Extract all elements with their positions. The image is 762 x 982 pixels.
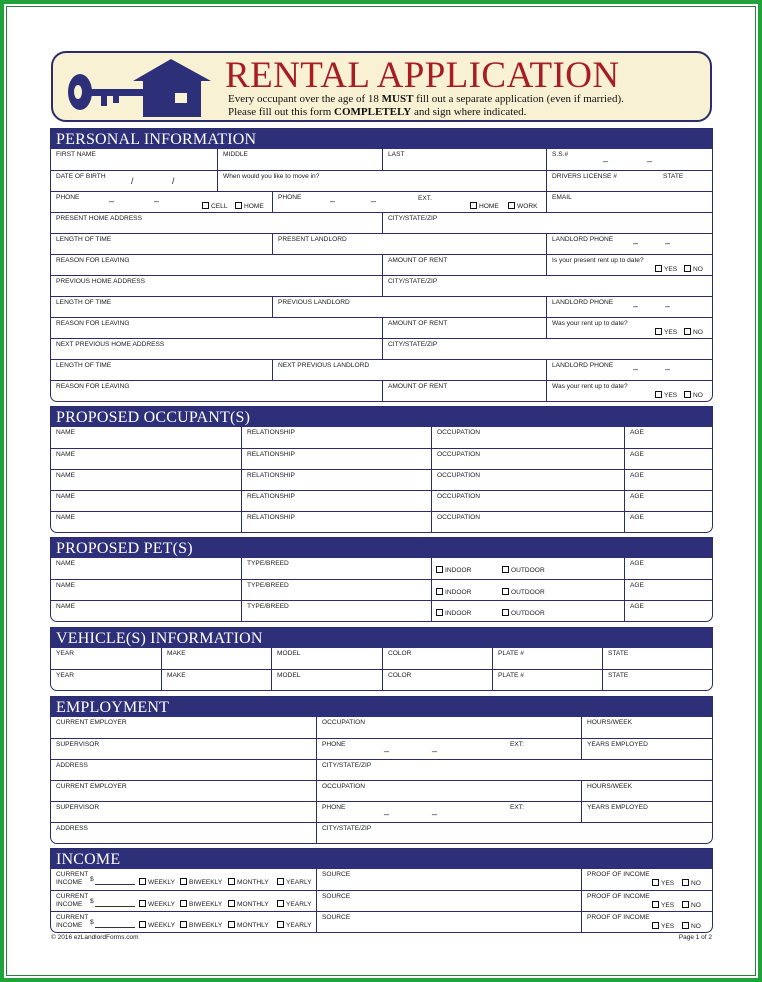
checkbox[interactable]	[139, 900, 146, 907]
occupant-relationship-field[interactable]: RELATIONSHIP	[241, 512, 431, 532]
pet-indoor-outdoor-field[interactable]: INDOOR OUTDOOR	[431, 601, 624, 621]
checkbox[interactable]	[682, 879, 689, 886]
current-employer-field[interactable]: CURRENT EMPLOYER	[56, 783, 127, 790]
occupation-field[interactable]: OCCUPATION	[316, 781, 581, 801]
checkbox[interactable]	[652, 879, 659, 886]
pet-type-breed-field[interactable]: TYPE/BREED	[241, 558, 431, 579]
occupant-occupation-field[interactable]: OCCUPATION	[431, 427, 624, 448]
employer-phone-field[interactable]: PHONE _ _ EXT:	[316, 739, 581, 759]
occupant-age-field[interactable]: AGE	[624, 470, 712, 490]
occupant-relationship-field[interactable]: RELATIONSHIP	[241, 470, 431, 490]
present-address-field[interactable]: PRESENT HOME ADDRESS	[56, 215, 142, 222]
occupant-name-field[interactable]: NAME	[56, 451, 76, 458]
years-employed-field[interactable]: YEARS EMPLOYED	[581, 739, 712, 759]
section-title: PROPOSED PET(S)	[51, 538, 712, 558]
previous-reason-field[interactable]: REASON FOR LEAVING	[56, 320, 130, 327]
proof-of-income-field[interactable]: PROOF OF INCOME YES NO	[581, 869, 712, 890]
phone-1-field[interactable]: PHONE – – CELL HOME	[56, 194, 264, 210]
income-source-field[interactable]: SOURCE	[316, 891, 581, 911]
present-city-state-zip-field[interactable]: CITY/STATE/ZIP	[382, 213, 712, 233]
date-of-birth-field[interactable]: DATE OF BIRTH / /	[56, 173, 175, 186]
section-title: EMPLOYMENT	[51, 697, 712, 717]
vehicle-model-field[interactable]: MODEL	[271, 648, 382, 669]
checkbox[interactable]	[502, 588, 509, 595]
pet-age-field[interactable]: AGE	[624, 601, 712, 621]
income-source-field[interactable]: SOURCE	[316, 869, 581, 890]
checkbox[interactable]	[277, 900, 284, 907]
last-name-field[interactable]: LAST	[382, 149, 546, 170]
present-rent-up-to-date-field[interactable]: Is your present rent up to date? YES NO	[546, 255, 712, 275]
occupant-occupation-field[interactable]: OCCUPATION	[431, 470, 624, 490]
vehicle-year-field[interactable]: YEAR	[56, 650, 74, 657]
form-header	[51, 51, 712, 122]
checkbox[interactable]	[684, 265, 691, 272]
occupant-name-field[interactable]: NAME	[56, 514, 76, 521]
ss-number-field[interactable]: S.S.# _ _	[546, 149, 712, 170]
occupant-occupation-field[interactable]: OCCUPATION	[431, 449, 624, 469]
checkbox[interactable]	[655, 265, 662, 272]
checkbox[interactable]	[228, 921, 235, 928]
present-length-of-time-field[interactable]: LENGTH OF TIME	[56, 236, 112, 243]
next-previous-city-state-zip-field[interactable]: CITY/STATE/ZIP	[382, 339, 712, 359]
occupant-occupation-field[interactable]: OCCUPATION	[431, 491, 624, 511]
previous-landlord-phone-field[interactable]: LANDLORD PHONE – –	[546, 297, 712, 317]
current-income-field[interactable]: CURRENT INCOME $ WEEKLY BIWEEKLY MONTHLY YEARLY	[56, 871, 312, 886]
previous-landlord-field[interactable]: PREVIOUS LANDLORD	[272, 297, 546, 317]
checkbox[interactable]	[277, 921, 284, 928]
checkbox[interactable]	[139, 921, 146, 928]
current-income-field[interactable]: CURRENT INCOME $ WEEKLY BIWEEKLY MONTHLY YEARLY	[56, 914, 312, 929]
move-in-date-field[interactable]: When would you like to move in?	[217, 171, 546, 191]
phone-2-field[interactable]: PHONE – – EXT. HOME WORK	[272, 192, 546, 212]
income-source-field[interactable]: SOURCE	[316, 912, 581, 932]
proof-of-income-field[interactable]: PROOF OF INCOME YES NO	[581, 891, 712, 911]
page-number: Page 1 of 2	[678, 934, 712, 941]
next-previous-landlord-phone-field[interactable]: LANDLORD PHONE – –	[546, 360, 712, 380]
checkbox[interactable]	[180, 900, 187, 907]
checkbox[interactable]	[228, 900, 235, 907]
previous-length-of-time-field[interactable]: LENGTH OF TIME	[56, 299, 112, 306]
proposed-occupants-section	[50, 406, 713, 533]
checkbox[interactable]	[139, 878, 146, 885]
checkbox[interactable]	[502, 566, 509, 573]
checkbox[interactable]	[502, 609, 509, 616]
present-landlord-field[interactable]: PRESENT LANDLORD	[272, 234, 546, 254]
occupant-name-field[interactable]: NAME	[56, 493, 76, 500]
checkbox[interactable]	[655, 391, 662, 398]
drivers-license-field[interactable]: DRIVERS LICENSE # STATE	[546, 171, 712, 191]
supervisor-field[interactable]: SUPERVISOR	[56, 804, 100, 811]
vehicle-make-field[interactable]: MAKE	[161, 648, 271, 669]
pet-name-field[interactable]: NAME	[56, 603, 76, 610]
occupant-relationship-field[interactable]: RELATIONSHIP	[241, 427, 431, 448]
vehicle-state-field[interactable]: STATE	[602, 648, 712, 669]
pet-age-field[interactable]: AGE	[624, 558, 712, 579]
pet-type-breed-field[interactable]: TYPE/BREED	[241, 580, 431, 600]
years-employed-field[interactable]: YEARS EMPLOYED	[581, 802, 712, 822]
checkbox[interactable]	[684, 328, 691, 335]
previous-city-state-zip-field[interactable]: CITY/STATE/ZIP	[382, 276, 712, 296]
vehicle-make-field[interactable]: MAKE	[161, 670, 271, 690]
previous-rent-up-to-date-field[interactable]: Was your rent up to date? YES NO	[546, 318, 712, 338]
next-previous-reason-field[interactable]: REASON FOR LEAVING	[56, 383, 130, 390]
checkbox[interactable]	[682, 922, 689, 929]
checkbox[interactable]	[470, 202, 477, 209]
employer-city-state-zip-field[interactable]: CITY/STATE/ZIP	[316, 760, 712, 780]
occupant-name-field[interactable]: NAME	[56, 472, 76, 479]
employment-section	[50, 696, 713, 844]
hours-week-field[interactable]: HOURS/WEEK	[581, 717, 712, 738]
hours-week-field[interactable]: HOURS/WEEK	[581, 781, 712, 801]
next-previous-rent-field[interactable]: AMOUNT OF RENT	[382, 381, 546, 401]
vehicles-section	[50, 627, 713, 691]
checkbox[interactable]	[180, 921, 187, 928]
vehicle-color-field[interactable]: COLOR	[382, 670, 492, 690]
pet-name-field[interactable]: NAME	[56, 582, 76, 589]
personal-information-section	[50, 128, 713, 402]
next-previous-rent-up-to-date-field[interactable]: Was your rent up to date? YES NO	[546, 381, 712, 401]
occupant-occupation-field[interactable]: OCCUPATION	[431, 512, 624, 532]
employer-address-field[interactable]: ADDRESS	[56, 762, 88, 769]
checkbox[interactable]	[436, 588, 443, 595]
checkbox[interactable]	[235, 202, 242, 209]
checkbox[interactable]	[436, 609, 443, 616]
pet-indoor-outdoor-field[interactable]: INDOOR OUTDOOR	[431, 558, 624, 579]
vehicle-year-field[interactable]: YEAR	[56, 672, 74, 679]
present-reason-field[interactable]: REASON FOR LEAVING	[56, 257, 130, 264]
income-section	[50, 848, 713, 933]
checkbox[interactable]	[684, 391, 691, 398]
employer-phone-field[interactable]: PHONE _ _ EXT:	[316, 802, 581, 822]
checkbox[interactable]	[652, 901, 659, 908]
vehicle-state-field[interactable]: STATE	[602, 670, 712, 690]
employer-address-field[interactable]: ADDRESS	[56, 825, 88, 832]
next-previous-landlord-field[interactable]: NEXT PREVIOUS LANDLORD	[272, 360, 546, 380]
occupation-field[interactable]: OCCUPATION	[316, 717, 581, 738]
current-employer-field[interactable]: CURRENT EMPLOYER	[56, 719, 127, 726]
pet-indoor-outdoor-field[interactable]: INDOOR OUTDOOR	[431, 580, 624, 600]
pet-age-field[interactable]: AGE	[624, 580, 712, 600]
occupant-age-field[interactable]: AGE	[624, 512, 712, 532]
checkbox[interactable]	[277, 878, 284, 885]
checkbox[interactable]	[228, 878, 235, 885]
middle-name-field[interactable]: MIDDLE	[217, 149, 382, 170]
vehicle-plate-field[interactable]: PLATE #	[492, 670, 602, 690]
employer-city-state-zip-field[interactable]: CITY/STATE/ZIP	[316, 823, 712, 843]
pet-type-breed-field[interactable]: TYPE/BREED	[241, 601, 431, 621]
section-title: PROPOSED OCCUPANT(S)	[51, 407, 712, 427]
proposed-pets-section	[50, 537, 713, 622]
occupant-age-field[interactable]: AGE	[624, 427, 712, 448]
pet-name-field[interactable]: NAME	[56, 560, 76, 567]
checkbox[interactable]	[508, 202, 515, 209]
copyright-footer: © 2016 ezLandlordForms.com	[51, 934, 139, 941]
proof-of-income-field[interactable]: PROOF OF INCOME YES NO	[581, 912, 712, 932]
occupant-relationship-field[interactable]: RELATIONSHIP	[241, 449, 431, 469]
first-name-field[interactable]: FIRST NAME	[56, 151, 96, 158]
form-title: RENTAL APPLICATION	[225, 55, 620, 96]
section-title: VEHICLE(S) INFORMATION	[51, 628, 712, 648]
previous-address-field[interactable]: PREVIOUS HOME ADDRESS	[56, 278, 146, 285]
supervisor-field[interactable]: SUPERVISOR	[56, 741, 100, 748]
present-rent-field[interactable]: AMOUNT OF RENT	[382, 255, 546, 275]
checkbox[interactable]	[655, 328, 662, 335]
section-title: INCOME	[51, 849, 712, 869]
current-income-field[interactable]: CURRENT INCOME $ WEEKLY BIWEEKLY MONTHLY YEARLY	[56, 893, 312, 908]
occupant-name-field[interactable]: NAME	[56, 429, 76, 436]
occupant-relationship-field[interactable]: RELATIONSHIP	[241, 491, 431, 511]
instruction-line-1: Every occupant over the age of 18 MUST fill out a separate application (even if married).	[228, 93, 624, 105]
previous-rent-field[interactable]: AMOUNT OF RENT	[382, 318, 546, 338]
next-previous-address-field[interactable]: NEXT PREVIOUS HOME ADDRESS	[56, 341, 165, 348]
occupant-age-field[interactable]: AGE	[624, 491, 712, 511]
checkbox[interactable]	[436, 566, 443, 573]
house-key-logo-icon	[67, 59, 217, 117]
vehicle-color-field[interactable]: COLOR	[382, 648, 492, 669]
section-title: PERSONAL INFORMATION	[51, 129, 712, 149]
instruction-line-2: Please fill out this form COMPLETELY and sign where indicated.	[228, 106, 527, 118]
checkbox[interactable]	[180, 878, 187, 885]
email-field[interactable]: EMAIL	[546, 192, 712, 212]
vehicle-model-field[interactable]: MODEL	[271, 670, 382, 690]
occupant-age-field[interactable]: AGE	[624, 449, 712, 469]
checkbox[interactable]	[682, 901, 689, 908]
checkbox[interactable]	[202, 202, 209, 209]
present-landlord-phone-field[interactable]: LANDLORD PHONE – –	[546, 234, 712, 254]
vehicle-plate-field[interactable]: PLATE #	[492, 648, 602, 669]
checkbox[interactable]	[652, 922, 659, 929]
next-previous-length-of-time-field[interactable]: LENGTH OF TIME	[56, 362, 112, 369]
